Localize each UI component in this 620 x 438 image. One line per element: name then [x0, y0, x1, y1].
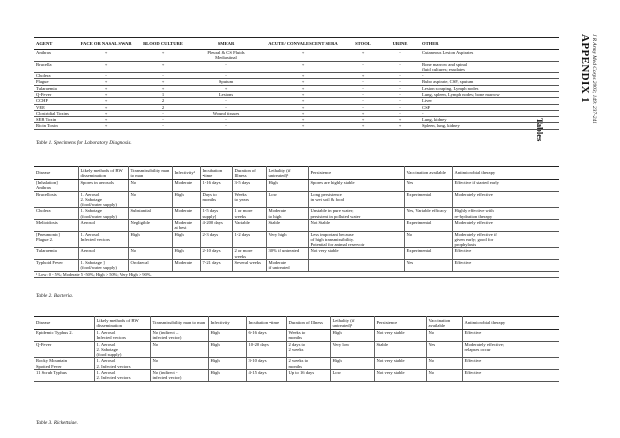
- t2-cell: Brucellosis: [34, 191, 78, 208]
- t1-cell: Brucella: [34, 61, 78, 73]
- t1-cell: -: [346, 61, 380, 73]
- t2-row: [34, 219, 559, 231]
- t3-cell: 11 Scrub Typhus: [34, 369, 94, 381]
- t1-cell: +: [260, 104, 346, 110]
- t1-cell: Liver: [420, 98, 559, 104]
- t1-cell: Plague: [34, 79, 78, 85]
- t2-cell: Moderate: [172, 259, 200, 271]
- t1-cell: +: [134, 79, 192, 85]
- t2-cell: 1-2 days: [232, 231, 266, 248]
- t3-cell: 1. Aerosol 2. Infected vectors: [94, 369, 150, 381]
- t1-cell: -: [346, 91, 380, 97]
- t1-cell: Spleen, lung, kidney: [420, 123, 559, 129]
- t1-cell: -: [346, 85, 380, 91]
- t2-cell: 4-200 days: [200, 219, 232, 231]
- t1-cell: +: [134, 85, 192, 91]
- t3-header-cell: Infectivity: [208, 317, 246, 330]
- t1-cell: -: [380, 85, 420, 91]
- t1-header-cell: AGENT: [34, 38, 78, 50]
- t2-cell: 1. Sabotage (food/water supply): [78, 208, 128, 220]
- t2-cell: High: [266, 180, 308, 192]
- t1-cell: -: [346, 104, 380, 110]
- t1-header-cell: BLOOD CULTURE: [134, 38, 192, 50]
- t2-header-cell: Duration of Illness: [232, 167, 266, 180]
- t3-cell: Not very stable: [374, 358, 426, 370]
- t1-cell: -: [78, 73, 134, 79]
- t1-cell: +: [78, 91, 134, 97]
- t2-cell: 1. Sabotage ] (food/water supply): [78, 259, 128, 271]
- t3-cell: Not very stable: [374, 369, 426, 381]
- t2-header-cell: Likely methods of BW dissemination: [78, 167, 128, 180]
- t2-cell: Substantial: [128, 208, 172, 220]
- t2-header-cell: Disease: [34, 167, 78, 180]
- t1-cell: -: [134, 123, 192, 129]
- t1-header-cell: SMEAR: [192, 38, 260, 50]
- t3-cell: 2 weeks to months: [286, 358, 330, 370]
- t3-cell: High: [330, 330, 374, 342]
- t1-cell: +: [260, 98, 346, 104]
- t3-header-cell: Likely methods of BW dissemination: [94, 317, 150, 330]
- t2-cell: 30% if untreated: [266, 248, 308, 260]
- t2-cell: Less important because of high transmissibility. Potential for animal reservoir: [308, 231, 404, 248]
- t1-cell: Bubo aspirate, CSF, sputum: [420, 79, 559, 85]
- t2-row: [34, 259, 559, 271]
- t2-cell: 2-10 days: [200, 248, 232, 260]
- t2-cell: Cholera: [34, 208, 78, 220]
- t2-cell: Moderate at best: [172, 219, 200, 231]
- t1-header-cell: OTHER: [420, 38, 559, 50]
- t1-cell: Ricin Toxin: [34, 123, 78, 129]
- t2-cell: Variable: [232, 219, 266, 231]
- t1-cell: -: [380, 73, 420, 79]
- t1-cell: +: [260, 91, 346, 97]
- rickettsiae-table: [34, 316, 559, 382]
- t2-cell: Low: [266, 191, 308, 208]
- t3-header-cell: Antimicrobial therapy: [462, 317, 559, 330]
- t2-row: [34, 191, 559, 208]
- t1-cell: +: [78, 79, 134, 85]
- specimens-table: [34, 37, 559, 130]
- t2-header-cell: Persistence: [308, 167, 404, 180]
- t1-cell: VEE: [34, 104, 78, 110]
- t2-cell: High: [172, 248, 200, 260]
- t3-cell: No: [426, 330, 462, 342]
- t2-cell: Orofaecal: [128, 259, 172, 271]
- t1-cell: CCHF: [34, 98, 78, 104]
- t2-cell: High: [172, 191, 200, 208]
- t1-cell: Lesions: [192, 91, 260, 97]
- t2-cell: Stable: [266, 219, 308, 231]
- bacteria-table: [34, 166, 559, 278]
- t2-cell: Effective: [452, 248, 559, 260]
- t1-cell: -: [380, 91, 420, 97]
- t1-cell: -: [134, 73, 192, 79]
- t1-cell: -: [346, 79, 380, 85]
- t2-cell: Not very stable: [308, 248, 404, 260]
- t2-row: [34, 180, 559, 192]
- t1-cell: -: [192, 73, 260, 79]
- t3-cell: Effective: [462, 369, 559, 381]
- t3-header-cell: Vaccination available: [426, 317, 462, 330]
- t3-cell: 2 days to 2 weeks: [286, 341, 330, 358]
- t2-cell: Spores are highly stable: [308, 180, 404, 192]
- t3-cell: High: [208, 369, 246, 381]
- t2-header-cell: Transmissibility man to man: [128, 167, 172, 180]
- t2-cell: Aerosol: [78, 248, 128, 260]
- t3-header-cell: Disease: [34, 317, 94, 330]
- t1-header-cell: ACUTE/ CONVALESCENT SERA: [260, 38, 346, 50]
- t2-cell: Not Stable: [308, 219, 404, 231]
- t1-cell: -: [380, 110, 420, 116]
- t1-cell: -: [192, 104, 260, 110]
- t1-cell: -: [346, 98, 380, 104]
- t1-row: [34, 50, 559, 62]
- t3-cell: Not very stable: [374, 330, 426, 342]
- t3-cell: Epidemic Typhus 2.: [34, 330, 94, 342]
- t2-row: [34, 248, 559, 260]
- t1-cell: +: [78, 104, 134, 110]
- t2-cell: High: [172, 231, 200, 248]
- t2-cell: Spores in aerosols: [78, 180, 128, 192]
- t2-cell: Yes, Variable efficacy: [404, 208, 452, 220]
- t2-cell: Long persistence in wet soil & food: [308, 191, 404, 208]
- t1-cell: -: [420, 110, 559, 116]
- t1-header-cell: FACE OR NASAL SWAB: [78, 38, 134, 50]
- t1-cell: Bone marrow and spinal fluid cultures; exudates: [420, 61, 559, 73]
- t3-cell: No: [426, 369, 462, 381]
- t1-cell: -: [134, 117, 192, 123]
- t3-cell: 1. Aerosol Infected vectors: [94, 330, 150, 342]
- t1-cell: +: [260, 73, 346, 79]
- t1-cell: -: [134, 110, 192, 116]
- t1-cell: Sputum: [192, 79, 260, 85]
- t3-row: [34, 341, 559, 358]
- t1-header-cell: STOOL: [346, 38, 380, 50]
- t1-cell: Anthrax: [34, 50, 78, 62]
- t2-cell: Highly effective with re-hydration therapy: [452, 208, 559, 220]
- table3-caption: Table 3. Rickettsiae.: [36, 420, 78, 426]
- t2-cell: Moderately effective if given early; good for prophylaxis: [452, 231, 559, 248]
- t2-cell: Moderately effective: [452, 219, 559, 231]
- t3-cell: Weeks to months: [286, 330, 330, 342]
- t1-cell: +: [260, 123, 346, 129]
- t1-cell: -: [380, 50, 420, 62]
- t1-cell: +: [78, 117, 134, 123]
- table2-caption: Table 2. Bacteria.: [36, 293, 73, 299]
- t3-cell: 10-20 days: [246, 341, 286, 358]
- t1-cell: +: [346, 73, 380, 79]
- t2-cell: Melioidosis: [34, 219, 78, 231]
- t1-cell: +: [260, 50, 346, 62]
- table-footnote: ¹ Low: 0 - 5%; Moderate 5 -50%; High > 50%; Very High > 90%.: [34, 271, 559, 277]
- t1-cell: +: [78, 98, 134, 104]
- t2-cell: Days to months: [200, 191, 232, 208]
- t1-cell: +: [78, 61, 134, 73]
- t3-row: [34, 330, 559, 342]
- t3-cell: 1. Aerosol 2. Sabotage (food supply): [94, 341, 150, 358]
- t2-cell: 7-21 days: [200, 259, 232, 271]
- t2-cell: Moderate: [172, 180, 200, 192]
- t2-cell: Unstable in pure water; persistent in polluted water: [308, 208, 404, 220]
- t3-cell: Effective: [462, 358, 559, 370]
- t1-cell: +: [260, 117, 346, 123]
- t2-cell: Moderately effective: [452, 191, 559, 208]
- t1-cell: Pleural & CS Fluids Mediastinal: [192, 50, 260, 62]
- t3-header-cell: Lethality (if untreated)¹: [330, 317, 374, 330]
- t3-cell: No: [150, 341, 208, 358]
- t1-header-cell: URINE: [380, 38, 420, 50]
- t1-cell: +: [260, 79, 346, 85]
- t1-cell: +: [78, 110, 134, 116]
- t3-row: [34, 358, 559, 370]
- t3-cell: High: [208, 341, 246, 358]
- t2-cell: Very high: [266, 231, 308, 248]
- t3-cell: Moderately effective; relapses occur: [462, 341, 559, 358]
- t1-cell: -: [380, 98, 420, 104]
- t1-cell: Q-Fever: [34, 91, 78, 97]
- t2-cell: 1. Aerosol 2. Sabotage (food/water supply): [78, 191, 128, 208]
- t1-cell: +: [78, 50, 134, 62]
- t2-cell: Moderate if untreated: [266, 259, 308, 271]
- t2-cell: 1-5 days supply]: [200, 208, 232, 220]
- t1-cell: +: [260, 85, 346, 91]
- t1-cell: 2: [134, 98, 192, 104]
- t2-cell: No: [128, 248, 172, 260]
- t2-row: [34, 208, 559, 220]
- t1-cell: +: [260, 61, 346, 73]
- t1-cell: +: [134, 50, 192, 62]
- t1-cell: CSF: [420, 104, 559, 110]
- t2-cell: Effective if started early: [452, 180, 559, 192]
- t3-cell: Yes: [426, 341, 462, 358]
- t1-cell: +: [192, 85, 260, 91]
- t2-cell: Experimental: [404, 191, 452, 208]
- t2-cell: Moderate: [172, 208, 200, 220]
- t1-cell: +: [380, 123, 420, 129]
- t2-cell: No: [128, 191, 172, 208]
- t3-header-cell: Transmissibility man to man: [150, 317, 208, 330]
- t1-cell: Lung, spleen, Lymph nodes; bone marrow: [420, 91, 559, 97]
- t1-cell: +: [134, 61, 192, 73]
- t2-cell: 1-16 days: [200, 180, 232, 192]
- t2-cell: Weeks to years: [232, 191, 266, 208]
- t2-cell: Experimental: [404, 248, 452, 260]
- appendix-heading: APPENDIX 1: [579, 34, 591, 104]
- t1-cell: 1: [134, 91, 192, 97]
- t2-cell: 1 or more weeks: [232, 208, 266, 220]
- t2-footnote-row: [34, 271, 559, 277]
- t2-cell: High: [128, 231, 172, 248]
- t2-cell: [Pneumonic] Plague 2.: [34, 231, 78, 248]
- t3-cell: Rocky Mountain Spotted Fever: [34, 358, 94, 370]
- t1-cell: +: [346, 123, 380, 129]
- t1-cell: Tularaemia: [34, 85, 78, 91]
- t1-cell: Cholera: [34, 73, 78, 79]
- t1-cell: -: [380, 61, 420, 73]
- t2-cell: Yes: [404, 259, 452, 271]
- t3-cell: No (indirect – infected vector): [150, 330, 208, 342]
- t3-cell: Low: [330, 369, 374, 381]
- t3-header-cell: Duration of Illness: [286, 317, 330, 330]
- t1-cell: Lung, kidney: [420, 117, 559, 123]
- t1-row: [34, 61, 559, 73]
- t1-cell: Lesion scraping, Lymph nodes: [420, 85, 559, 91]
- t1-cell: +: [346, 110, 380, 116]
- t3-cell: No (indirect - infected vector): [150, 369, 208, 381]
- t2-cell: 1. Aerosol Infected vectors: [78, 231, 128, 248]
- t3-cell: Stable: [374, 341, 426, 358]
- journal-citation: J R Army Med Corps 2003; 149: 237-241: [591, 34, 597, 124]
- t1-cell: Cutaneous Lesion Aspirates: [420, 50, 559, 62]
- t1-cell: +: [346, 117, 380, 123]
- t1-cell: +: [260, 110, 346, 116]
- t2-header-cell: Incubation •time: [200, 167, 232, 180]
- t1-cell: -: [192, 123, 260, 129]
- t3-cell: High: [330, 358, 374, 370]
- t3-cell: 1. Aerosol 2. Infected vectors: [94, 358, 150, 370]
- t1-cell: -: [192, 61, 260, 73]
- t1-cell: -: [192, 98, 260, 104]
- t3-cell: Effective: [462, 330, 559, 342]
- t3-cell: 6-16 days: [246, 330, 286, 342]
- t2-cell: 2 or more weeks: [232, 248, 266, 260]
- t2-cell: Several weeks: [232, 259, 266, 271]
- t2-cell: No: [128, 180, 172, 192]
- t3-cell: Up to 16 days: [286, 369, 330, 381]
- t1-cell: +: [346, 50, 380, 62]
- t3-cell: 4-15 days: [246, 369, 286, 381]
- t3-header-cell: Persistence: [374, 317, 426, 330]
- t2-header-cell: Infectivity¹: [172, 167, 200, 180]
- t2-cell: Moderate to high: [266, 208, 308, 220]
- t2-cell: Aerosol: [78, 219, 128, 231]
- t3-cell: High: [208, 358, 246, 370]
- t1-cell: +: [78, 85, 134, 91]
- t3-row: [34, 369, 559, 381]
- t3-header-cell: Incubation •time: [246, 317, 286, 330]
- t2-header-cell: Lethality (if untreated)¹: [266, 167, 308, 180]
- t3-cell: Q-Fever: [34, 341, 94, 358]
- t1-cell: -: [380, 104, 420, 110]
- t2-cell: [Inhalation] Anthrax: [34, 180, 78, 192]
- t2-cell: Yes: [404, 180, 452, 192]
- t2-cell: Negligible: [128, 219, 172, 231]
- t2-cell: Experimental: [404, 219, 452, 231]
- tables-heading: Tables: [535, 118, 545, 142]
- t2-header-cell: Antimicrobial therapy: [452, 167, 559, 180]
- t3-cell: No: [426, 358, 462, 370]
- t2-cell: No: [404, 231, 452, 248]
- t2-cell: 2-3 days: [200, 231, 232, 248]
- t1-cell: 2: [134, 104, 192, 110]
- t3-cell: No: [150, 358, 208, 370]
- t3-cell: 3-10 days: [246, 358, 286, 370]
- t1-row: [34, 123, 559, 129]
- t2-cell: Effective: [452, 259, 559, 271]
- t1-cell: Wound tissues: [192, 110, 260, 116]
- t2-cell: 3-5 days: [232, 180, 266, 192]
- t2-cell: Typhoid Fever: [34, 259, 78, 271]
- t2-cell: [308, 259, 404, 271]
- t2-header-cell: Vaccination available: [404, 167, 452, 180]
- t2-row: [34, 231, 559, 248]
- t2-cell: Tularaemia: [34, 248, 78, 260]
- t1-cell: -: [380, 79, 420, 85]
- t1-cell: Clostridial Toxins: [34, 110, 78, 116]
- table1-caption: Table 1. Specimens for Laboratory Diagnosis.: [36, 140, 132, 146]
- t1-cell: +: [78, 123, 134, 129]
- t1-cell: -: [420, 73, 559, 79]
- t1-cell: -: [192, 117, 260, 123]
- t1-cell: +: [380, 117, 420, 123]
- t3-cell: Very low: [330, 341, 374, 358]
- t3-cell: High: [208, 330, 246, 342]
- t1-cell: SEB Toxin: [34, 117, 78, 123]
